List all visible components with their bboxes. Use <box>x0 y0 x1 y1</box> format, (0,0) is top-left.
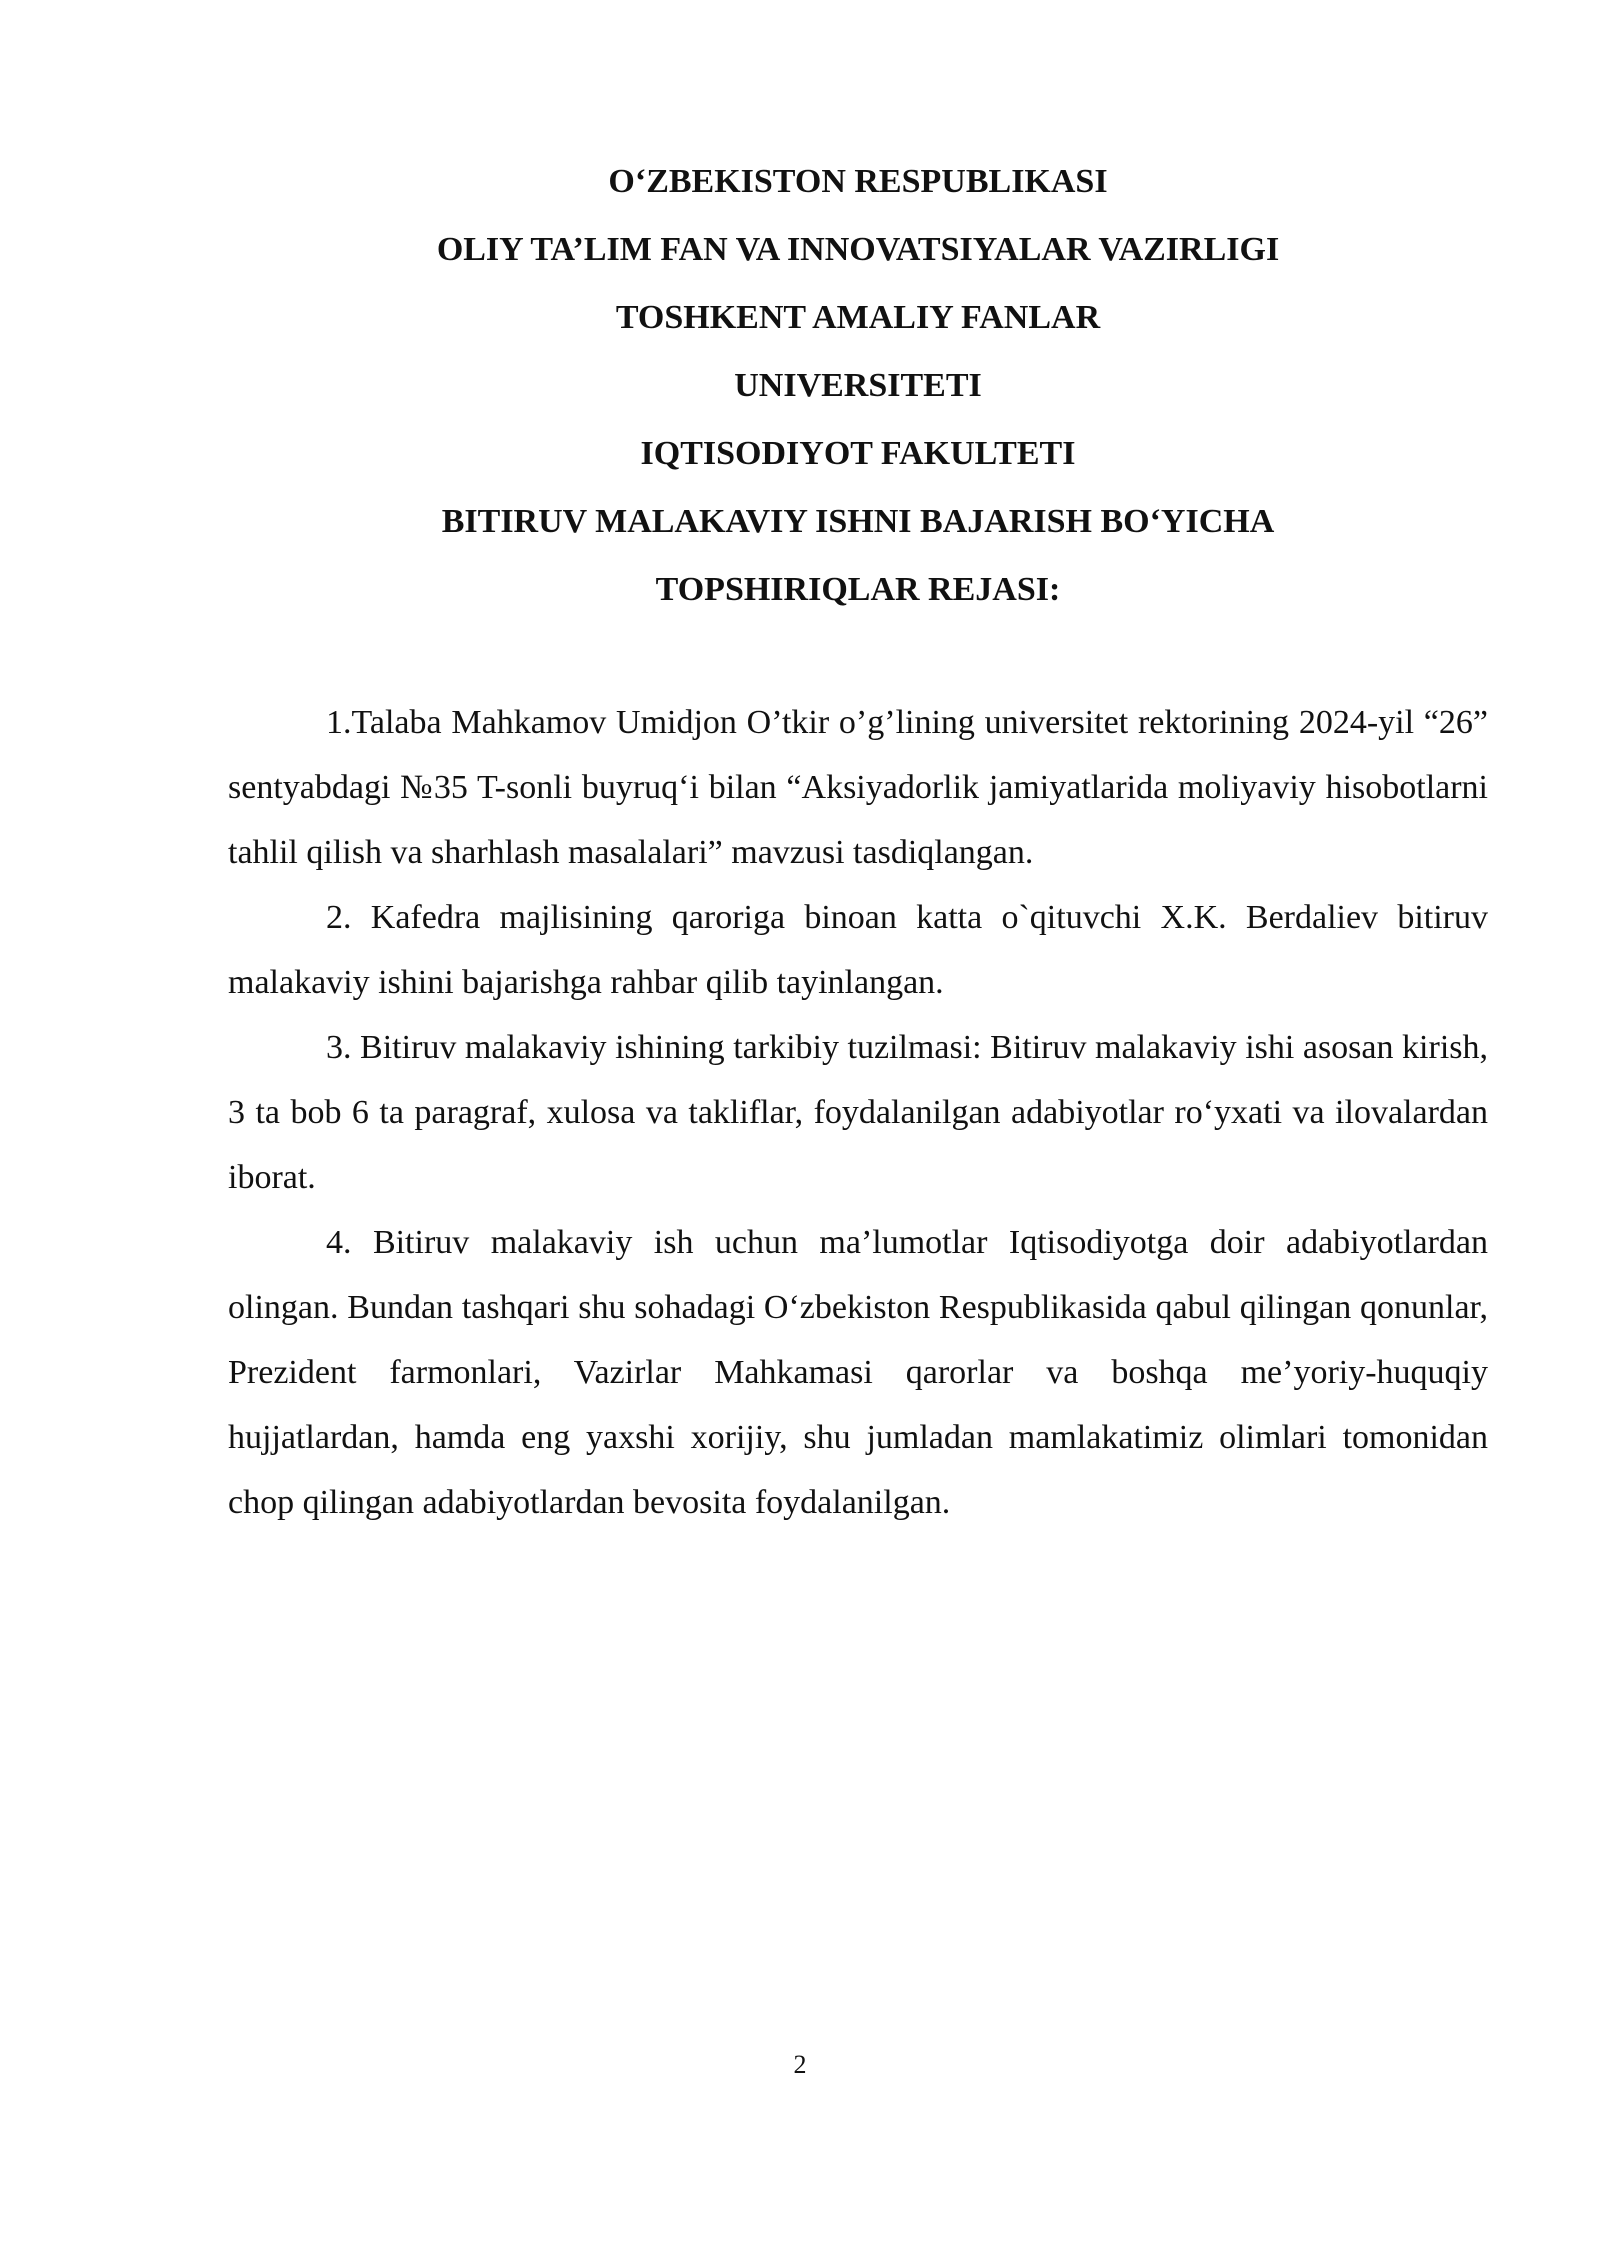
paragraph-2: 2. Kafedra majlisining qaroriga binoan katta o`qituvchi X.K. Berdaliev bitiruv malakaviy ishini bajarishga rahbar qilib tayinlangan. <box>228 899 1488 1001</box>
document-header <box>228 148 1488 624</box>
paragraph-4: 4. Bitiruv malakaviy ish uchun ma’lumotlar Iqtisodiyotga doir adabiyotlardan olingan. Bundan tashqari shu sohadagi O‘zbekiston Respublikasida qabul qilingan qonunlar, Prezident farmonlari, Vazirlar Mahkamasi qarorlar va boshqa me’yoriy-huquqiy hujjatlardan, hamda eng yaxshi xorijiy, shu jumladan mamlakatimiz olimlari tomonidan chop qilingan adabiyotlardan bevosita foydalanilgan. <box>228 1224 1488 1521</box>
header-country: O‘ZBEKISTON RESPUBLIKASI <box>608 163 1108 200</box>
header-title-line-1: BITIRUV MALAKAVIY ISHNI BAJARISH BO‘YICHA <box>441 503 1275 540</box>
header-faculty: IQTISODIYOT FAKULTETI <box>640 435 1076 472</box>
header-university-line-2: UNIVERSITETI <box>734 367 982 404</box>
document-body <box>228 690 1488 1535</box>
header-ministry: OLIY TA’LIM FAN VA INNOVATSIYALAR VAZIRLIGI <box>436 231 1280 268</box>
header-university-line-1: TOSHKENT AMALIY FANLAR <box>615 299 1101 336</box>
page-number: 2 <box>793 2050 807 2079</box>
paragraph-1: 1.Talaba Mahkamov Umidjon O’tkir o’g’lining universitet rektorining 2024-yil “26” sentyabdagi №35 T-sonli buyruq‘i bilan “Aksiyadorlik jamiyatlarida moliyaviy hisobotlarni tahlil qilish va sharhlash masalalari” mavzusi tasdiqlangan. <box>228 704 1488 871</box>
paragraph-3: 3. Bitiruv malakaviy ishining tarkibiy tuzilmasi: Bitiruv malakaviy ishi asosan kirish, 3 ta bob 6 ta paragraf, xulosa va takliflar, foydalanilgan adabiyotlar ro‘yxati va ilovalardan iborat. <box>228 1029 1488 1196</box>
header-title-line-2: TOPSHIRIQLAR REJASI: <box>655 571 1061 608</box>
